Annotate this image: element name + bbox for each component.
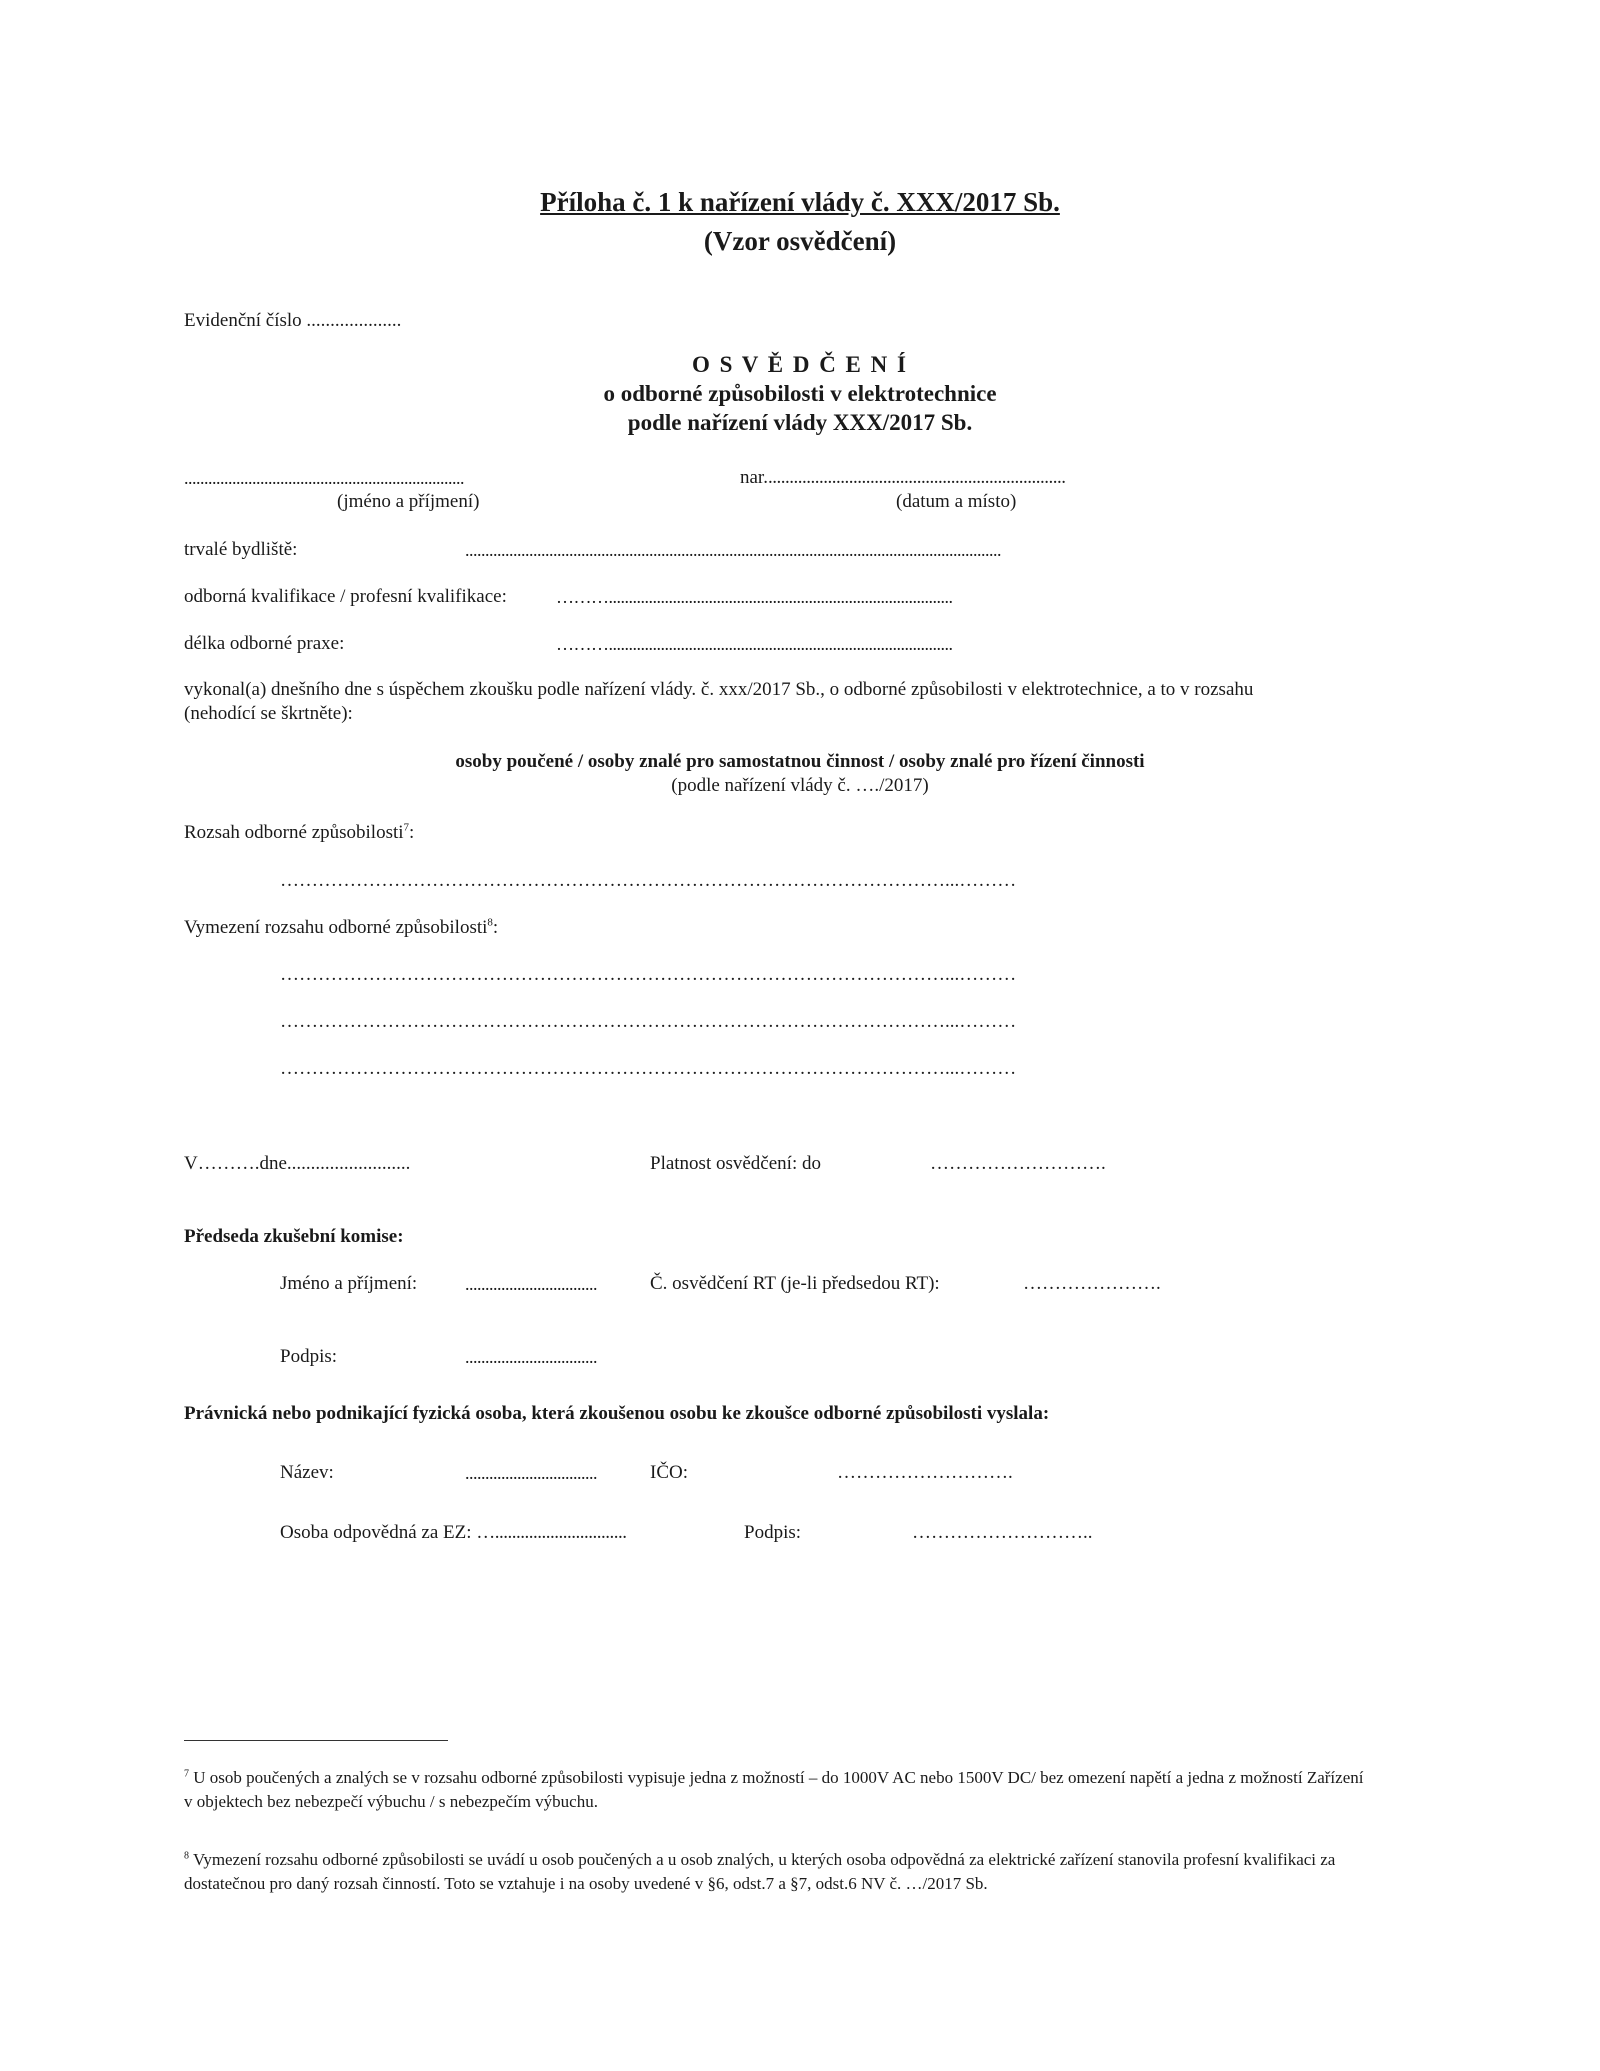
name-caption: (jméno a příjmení) xyxy=(337,491,480,512)
qualification-field[interactable]: ………...................................................................................... xyxy=(556,587,953,607)
evidence-number-field[interactable]: .................... xyxy=(306,310,402,331)
chairman-signature-label: Podpis: xyxy=(280,1346,338,1367)
footnote-7-text: U osob poučených a znalých se v rozsahu odborné způsobilosti vypisuje jedna z možností – do 1000V AC nebo 1500V DC/ bez omezení napětí a jedna z možností Zařízení v objektech bez nebezpečí výbuchu / s nebezpečím výbuchu. xyxy=(184,1768,1364,1811)
validity-label: Platnost osvědčení: do xyxy=(650,1153,821,1174)
name-field[interactable]: ...................................................................... xyxy=(184,468,464,488)
footnote-8 xyxy=(184,1848,1374,1896)
scope-definition-label-row xyxy=(184,917,498,939)
footnote-8-text: Vymezení rozsahu odborné způsobilosti se uvádí u osob poučených a u osob znalých, u kterých osoba odpovědná za elektrické zařízení stanovila profesní kvalifikaci za dostatečnou pro daný rozsah činností. Toto se vztahuje i na osoby uvedené v §6, odst.7 a §7, odst.6 NV č. …/2017 Sb. xyxy=(184,1850,1336,1893)
certificate-heading: O S V Ě D Č E N Í xyxy=(692,352,908,377)
chairman-signature-field[interactable]: ................................. xyxy=(465,1347,597,1367)
chairman-rt-field[interactable]: …………………. xyxy=(1023,1273,1161,1294)
company-ico-label: IČO: xyxy=(650,1462,688,1483)
chairman-name-field[interactable]: ................................. xyxy=(465,1274,597,1294)
practice-label: délka odborné praxe: xyxy=(184,633,345,654)
company-signature-label: Podpis: xyxy=(744,1522,802,1543)
birth-field[interactable]: ...................................................................... xyxy=(767,467,1066,488)
place-date-field[interactable]: V……….dne.......................... xyxy=(184,1153,411,1174)
scope-definition-colon: : xyxy=(492,917,499,938)
page-title: Příloha č. 1 k nařízení vlády č. XXX/2017 Sb. xyxy=(540,187,1060,217)
scope-label-row xyxy=(184,822,414,844)
residence-field[interactable]: ...................................................................................................................................... xyxy=(465,540,1001,560)
responsible-person-label: Osoba odpovědná za EZ: xyxy=(280,1522,472,1543)
chairman-name-label: Jméno a příjmení: xyxy=(280,1273,418,1294)
scope-colon: : xyxy=(409,822,415,843)
certificate-line-1: o odborné způsobilosti v elektrotechnice xyxy=(603,381,997,406)
scope-definition-label: Vymezení rozsahu odborné způsobilosti xyxy=(184,917,488,938)
responsible-person-row xyxy=(280,1522,627,1544)
scope-definition-field-3[interactable]: ……………………………………………………………………………………………...……… xyxy=(280,1058,1017,1079)
scope-field[interactable]: ……………………………………………………………………………………………...……… xyxy=(280,870,1017,891)
evidence-number-label: Evidenční číslo xyxy=(184,310,302,331)
practice-field[interactable]: ………...................................................................................... xyxy=(556,634,953,654)
chairman-rt-label: Č. osvědčení RT (je-li předsedou RT): xyxy=(650,1273,940,1294)
scope-label: Rozsah odborné způsobilosti xyxy=(184,822,404,843)
company-ico-field[interactable]: ………………………. xyxy=(837,1462,1013,1483)
exam-statement-line-2: (nehodící se škrtněte): xyxy=(184,703,353,724)
footnote-ref-7: 7 xyxy=(403,821,410,834)
scope-definition-field-1[interactable]: ……………………………………………………………………………………………...……… xyxy=(280,964,1017,985)
footnote-separator xyxy=(184,1740,448,1741)
categories-note: (podle nařízení vlády č. …./2017) xyxy=(671,775,929,796)
evidence-number-row xyxy=(184,310,401,332)
birth-label: nar. xyxy=(740,467,768,488)
company-signature-field[interactable]: ……………………….. xyxy=(912,1522,1093,1543)
company-heading: Právnická nebo podnikající fyzická osoba, která zkoušenou osobu ke zkoušce odborné způsobilosti vyslala: xyxy=(184,1403,1050,1424)
footnote-8-number: 8 xyxy=(184,1850,189,1862)
qualification-label: odborná kvalifikace / profesní kvalifikace: xyxy=(184,586,507,607)
company-name-field[interactable]: ................................. xyxy=(465,1463,597,1483)
exam-statement-line-1: vykonal(a) dnešního dne s úspěchem zkoušku podle nařízení vlády. č. xxx/2017 Sb., o odborné způsobilosti v elektrotechnice, a to v rozsahu xyxy=(184,679,1254,700)
birth-caption: (datum a místo) xyxy=(896,491,1017,512)
footnote-7 xyxy=(184,1766,1374,1814)
person-categories[interactable]: osoby poučené / osoby znalé pro samostatnou činnost / osoby znalé pro řízení činnosti xyxy=(455,751,1145,772)
scope-definition-field-2[interactable]: ……………………………………………………………………………………………...……… xyxy=(280,1011,1017,1032)
page-subtitle: (Vzor osvědčení) xyxy=(703,226,897,256)
responsible-person-field[interactable]: …............................... xyxy=(476,1522,627,1543)
certificate-line-2: podle nařízení vlády XXX/2017 Sb. xyxy=(627,410,973,435)
company-name-label: Název: xyxy=(280,1462,334,1483)
residence-label: trvalé bydliště: xyxy=(184,539,298,560)
footnote-ref-8: 8 xyxy=(487,916,493,929)
validity-field[interactable]: ………………………. xyxy=(930,1153,1106,1174)
birth-row xyxy=(740,467,1065,489)
footnote-7-number: 7 xyxy=(184,1768,189,1780)
chairman-heading: Předseda zkušební komise: xyxy=(184,1226,404,1247)
